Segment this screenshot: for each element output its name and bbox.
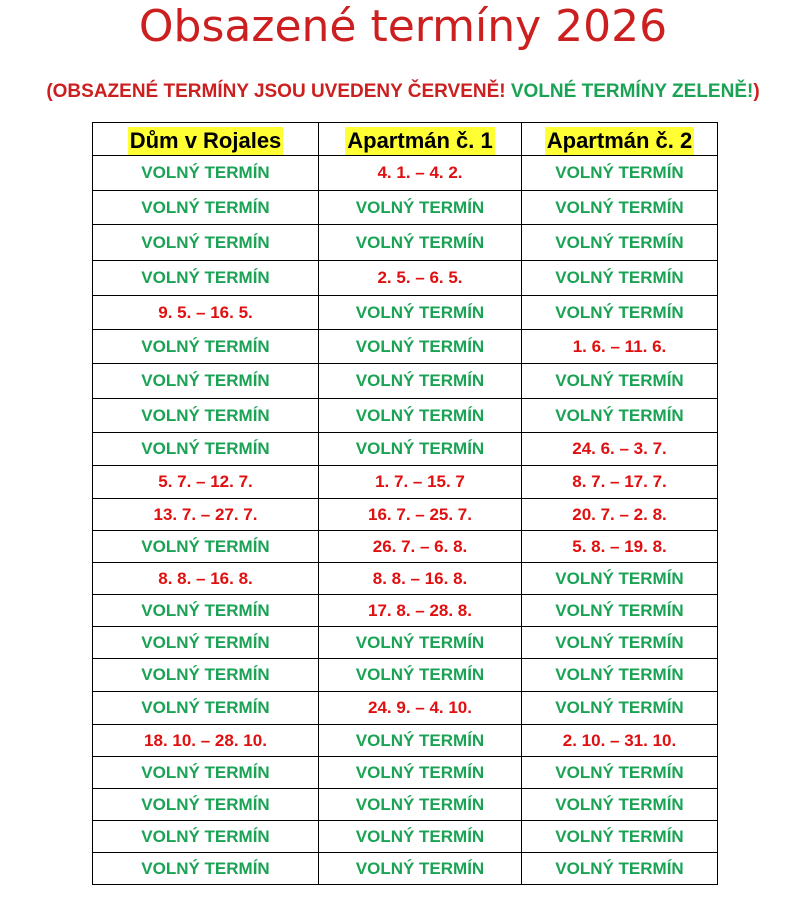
header-house-rojales — [93, 123, 319, 156]
table-row — [93, 261, 718, 296]
table-cell: VOLNÝ TERMÍN — [522, 821, 718, 853]
table-cell: VOLNÝ TERMÍN — [319, 789, 522, 821]
table-cell: 26. 7. – 6. 8. — [319, 531, 522, 563]
availability-table — [92, 122, 718, 885]
table-cell: VOLNÝ TERMÍN — [522, 563, 718, 595]
table-cell: VOLNÝ TERMÍN — [93, 433, 319, 466]
table-row — [93, 364, 718, 399]
table-cell: VOLNÝ TERMÍN — [319, 433, 522, 466]
table-cell: 8. 8. – 16. 8. — [93, 563, 319, 595]
table-cell: 2. 5. – 6. 5. — [319, 261, 522, 296]
legend-open-paren: ( — [46, 81, 53, 102]
table-cell: 1. 7. – 15. 7 — [319, 466, 522, 499]
table-cell: VOLNÝ TERMÍN — [522, 399, 718, 433]
table-cell: VOLNÝ TERMÍN — [93, 853, 319, 885]
table-cell: VOLNÝ TERMÍN — [319, 399, 522, 433]
table-cell: VOLNÝ TERMÍN — [93, 595, 319, 627]
header-apartment-1 — [319, 123, 522, 156]
table-cell: 16. 7. – 25. 7. — [319, 499, 522, 531]
table-cell: VOLNÝ TERMÍN — [522, 692, 718, 725]
table-cell: VOLNÝ TERMÍN — [522, 225, 718, 261]
table-row — [93, 563, 718, 595]
table-row — [93, 725, 718, 757]
table-row — [93, 296, 718, 330]
table-cell: 2. 10. – 31. 10. — [522, 725, 718, 757]
table-cell: VOLNÝ TERMÍN — [319, 627, 522, 659]
table-cell: VOLNÝ TERMÍN — [93, 821, 319, 853]
table-cell: VOLNÝ TERMÍN — [522, 659, 718, 692]
table-body — [93, 156, 718, 885]
table-row — [93, 466, 718, 499]
table-cell: VOLNÝ TERMÍN — [93, 225, 319, 261]
table-row — [93, 757, 718, 789]
table-cell: VOLNÝ TERMÍN — [522, 296, 718, 330]
table-cell: VOLNÝ TERMÍN — [522, 364, 718, 399]
table-row — [93, 659, 718, 692]
table-cell: VOLNÝ TERMÍN — [319, 225, 522, 261]
table-cell: 9. 5. – 16. 5. — [93, 296, 319, 330]
table-cell: VOLNÝ TERMÍN — [93, 757, 319, 789]
table-cell: 24. 9. – 4. 10. — [319, 692, 522, 725]
table-cell: VOLNÝ TERMÍN — [522, 595, 718, 627]
table-cell: 4. 1. – 4. 2. — [319, 156, 522, 191]
table-row — [93, 595, 718, 627]
table-cell: 8. 7. – 17. 7. — [522, 466, 718, 499]
table-cell: VOLNÝ TERMÍN — [93, 261, 319, 296]
table-cell: 5. 7. – 12. 7. — [93, 466, 319, 499]
table-row — [93, 853, 718, 885]
table-row — [93, 191, 718, 225]
header-label: Apartmán č. 1 — [347, 128, 493, 153]
table-cell: VOLNÝ TERMÍN — [319, 330, 522, 364]
header-apartment-2 — [522, 123, 718, 156]
table-cell: VOLNÝ TERMÍN — [522, 757, 718, 789]
table-cell: VOLNÝ TERMÍN — [522, 853, 718, 885]
header-label: Dům v Rojales — [129, 128, 282, 153]
table-cell: 8. 8. – 16. 8. — [319, 563, 522, 595]
table-cell: VOLNÝ TERMÍN — [93, 330, 319, 364]
table-cell: VOLNÝ TERMÍN — [522, 789, 718, 821]
table-cell: VOLNÝ TERMÍN — [93, 156, 319, 191]
table-cell: VOLNÝ TERMÍN — [319, 296, 522, 330]
table-cell: VOLNÝ TERMÍN — [93, 399, 319, 433]
table-row — [93, 330, 718, 364]
table-cell: VOLNÝ TERMÍN — [522, 627, 718, 659]
table-cell: VOLNÝ TERMÍN — [319, 725, 522, 757]
legend-close-paren: ) — [753, 81, 760, 102]
table-row — [93, 499, 718, 531]
table-cell: VOLNÝ TERMÍN — [93, 191, 319, 225]
table-cell: VOLNÝ TERMÍN — [319, 821, 522, 853]
table-cell: 20. 7. – 2. 8. — [522, 499, 718, 531]
table-cell: VOLNÝ TERMÍN — [522, 156, 718, 191]
table-cell: VOLNÝ TERMÍN — [93, 659, 319, 692]
table-cell: VOLNÝ TERMÍN — [522, 191, 718, 225]
table-cell: VOLNÝ TERMÍN — [93, 692, 319, 725]
page-title: Obsazené termíny 2026 — [138, 1, 668, 52]
table-cell: 17. 8. – 28. 8. — [319, 595, 522, 627]
table-row — [93, 156, 718, 191]
table-cell: VOLNÝ TERMÍN — [319, 364, 522, 399]
table-cell: 24. 6. – 3. 7. — [522, 433, 718, 466]
legend-occupied-text: OBSAZENÉ TERMÍNY JSOU UVEDENY ČERVENĚ! — [52, 81, 506, 102]
legend-note — [0, 78, 806, 106]
table-header-row — [93, 123, 718, 156]
table-cell: VOLNÝ TERMÍN — [93, 364, 319, 399]
table-cell: VOLNÝ TERMÍN — [319, 659, 522, 692]
table-row — [93, 627, 718, 659]
table-row — [93, 789, 718, 821]
table-row — [93, 225, 718, 261]
legend-free-text: VOLNÉ TERMÍNY ZELENĚ! — [510, 81, 754, 102]
header-label: Apartmán č. 2 — [546, 128, 693, 153]
table-cell: 18. 10. – 28. 10. — [93, 725, 319, 757]
table-cell: VOLNÝ TERMÍN — [319, 191, 522, 225]
table-cell: VOLNÝ TERMÍN — [319, 757, 522, 789]
table-row — [93, 433, 718, 466]
table-cell: 1. 6. – 11. 6. — [522, 330, 718, 364]
table-row — [93, 531, 718, 563]
table-cell: VOLNÝ TERMÍN — [93, 531, 319, 563]
table-cell: 13. 7. – 27. 7. — [93, 499, 319, 531]
table-row — [93, 692, 718, 725]
table-row — [93, 399, 718, 433]
table-cell: 5. 8. – 19. 8. — [522, 531, 718, 563]
table-row — [93, 821, 718, 853]
table-cell: VOLNÝ TERMÍN — [93, 627, 319, 659]
table-cell: VOLNÝ TERMÍN — [319, 853, 522, 885]
table-cell: VOLNÝ TERMÍN — [522, 261, 718, 296]
table-cell: VOLNÝ TERMÍN — [93, 789, 319, 821]
